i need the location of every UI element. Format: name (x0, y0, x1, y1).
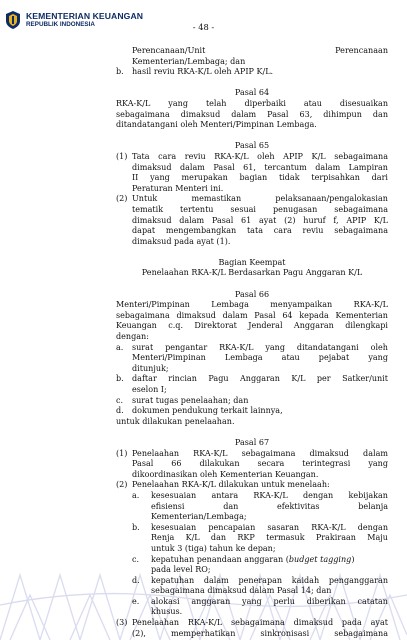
text-line: kepatuhan dalam penerapan kaidah penganggaran (151, 575, 388, 585)
list-item (116, 194, 388, 247)
text-line: untuk dilakukan penelaahan. (116, 416, 235, 426)
list-item (116, 396, 388, 407)
text-line: Untuk memastikan pelaksanaan/pengalokasian (132, 194, 388, 204)
text-line: dapat mengembangkan tata cara reviu sebagaimana (132, 226, 388, 236)
text-line: Pasal 66 dilakukan secara terintegrasi yang (132, 459, 388, 469)
text-line: daftar rincian Pagu Anggaran K/L per Satker/unit (132, 374, 388, 384)
sub-item (116, 597, 388, 618)
republic-name: REPUBLIK INDONESIA (26, 20, 95, 28)
text-line: sebagaimana dimaksud dalam Pasal 64 kepada Kementerian (116, 310, 388, 320)
text-line: Penelaahan RKA-K/L sebagaimana dimaksud pada ayat (132, 618, 388, 628)
text-line: khusus. (151, 607, 183, 617)
text-line: Kementerian/Lembaga; dan (132, 56, 246, 66)
text-line: Perencanaan (335, 46, 388, 55)
list-item (116, 374, 388, 395)
item-label: (3) (116, 618, 128, 628)
text-line: II yang merupakan bagian tidak terpisahkan dari (132, 173, 388, 183)
sub-item (116, 523, 388, 555)
text-line: sebagaimana dimaksud dalam Pasal 14; dan (151, 586, 332, 596)
text-line: efisiensi dan efektivitas belanja (151, 501, 388, 511)
item-label: (2) (116, 480, 128, 490)
continued-item (116, 46, 388, 67)
text-fragment: ) (351, 554, 355, 564)
text-line: tematik tertentu sesuai penugasan sebagaimana (132, 204, 388, 214)
article-title: Pasal 65 (234, 141, 270, 151)
text-line: eselon I; (132, 385, 167, 394)
item-label: d. (116, 406, 124, 416)
item-label: (2) (116, 194, 128, 204)
part-subtitle: Penelaahan RKA-K/L Berdasarkan Pagu Anggaran K/L (141, 268, 363, 278)
text-line: kesesuaian pencapaian sasaran RKA-K/L dengan (151, 522, 388, 532)
article-title: Pasal 66 (234, 289, 270, 299)
text-line: dimaksud pada ayat (1). (132, 236, 231, 246)
article-title: Pasal 67 (234, 437, 270, 447)
text-line: Menteri/Pimpinan Lembaga menyampaikan RKA-K/L (116, 300, 388, 310)
text-line: kesesuaian antara RKA-K/L dengan kebijakan (151, 490, 388, 500)
document-body (116, 46, 388, 639)
text-line: Perencanaan/Unit (132, 46, 206, 55)
text-line: dimaksud dalam Pasal 61, tercantum dalam Lampiran (132, 162, 388, 172)
sub-item (116, 491, 388, 523)
list-item (116, 480, 388, 491)
text-line: pada level RO; (151, 565, 211, 575)
sub-item (116, 576, 388, 597)
text-line: surat pengantar RKA-K/L yang ditandatangani oleh (132, 342, 388, 352)
text-line: Tata cara reviu RKA-K/L oleh APIP K/L sebagaimana (132, 151, 388, 161)
text-line: untuk 3 (tiga) tahun ke depan; (151, 543, 276, 553)
item-label: c. (132, 554, 140, 564)
text-line: RKA-K/L yang telah diperbaiki atau disesuaikan (116, 98, 388, 108)
part-title: Bagian Keempat (218, 257, 286, 267)
text-line: ditunjuk; (132, 363, 169, 373)
italic-term: budget tagging (288, 554, 352, 564)
item-label: e. (132, 596, 140, 606)
text-line: hasil reviu RKA-K/L oleh APIP K/L. (132, 67, 274, 77)
text-line: dikoordinasikan oleh Kementerian Keuangan. (132, 469, 319, 479)
list-item (116, 406, 388, 417)
text-line: dokumen pendukung terkait lainnya, (132, 406, 283, 416)
item-label: d. (132, 575, 140, 585)
article-title: Pasal 64 (234, 88, 270, 98)
item-label: b. (116, 374, 124, 384)
text-line: Keuangan c.q. Direktorat Jenderal Anggaran dilengkapi (116, 321, 388, 331)
text-fragment: kepatuhan penandaan anggaran ( (151, 554, 289, 564)
item-label: b. (132, 522, 140, 532)
text-line: Peraturan Menteri ini. (132, 183, 224, 193)
list-item (116, 343, 388, 375)
item-label: a. (116, 342, 124, 352)
text-line: Menteri/Pimpinan Lembaga atau pejabat yang (132, 353, 388, 363)
list-item (116, 618, 388, 639)
item-label: a. (132, 490, 140, 500)
text-line: (2), memperhatikan sinkronisasi sebagaimana (132, 628, 388, 638)
text-line: sebagaimana dimaksud dalam Pasal 63, dihimpun dan (116, 109, 388, 119)
text-line: alokasi anggaran yang perlu diberikan catatan (151, 596, 388, 606)
text-line: Penelaahan RKA-K/L dilakukan untuk menelaah: (132, 480, 330, 490)
item-label: b. (116, 67, 124, 77)
list-item (116, 67, 388, 78)
text-line: ditandatangani oleh Menteri/Pimpinan Lembaga. (116, 120, 317, 130)
ministry-name: KEMENTERIAN KEUANGAN (26, 10, 144, 21)
list-item (116, 449, 388, 481)
text-line: Kementerian/Lembaga; (151, 512, 247, 522)
text-line: surat tugas penelaahan; dan (132, 395, 249, 405)
item-label: (1) (116, 448, 128, 458)
text-line: dimaksud dalam Pasal 61 ayat (2) huruf f, APIP K/L (132, 215, 388, 225)
text-line: Penelaahan RKA-K/L sebagaimana dimaksud dalam (132, 448, 388, 458)
sub-item (116, 555, 388, 576)
item-label: c. (116, 395, 124, 405)
text-line: Renja K/L dan RKP termasuk Prakiraan Maju (151, 533, 388, 543)
page-number: - 48 - (192, 22, 215, 32)
list-item (116, 152, 388, 194)
text-line: dengan: (116, 332, 149, 342)
text-line (151, 555, 388, 566)
item-label: (1) (116, 151, 128, 161)
